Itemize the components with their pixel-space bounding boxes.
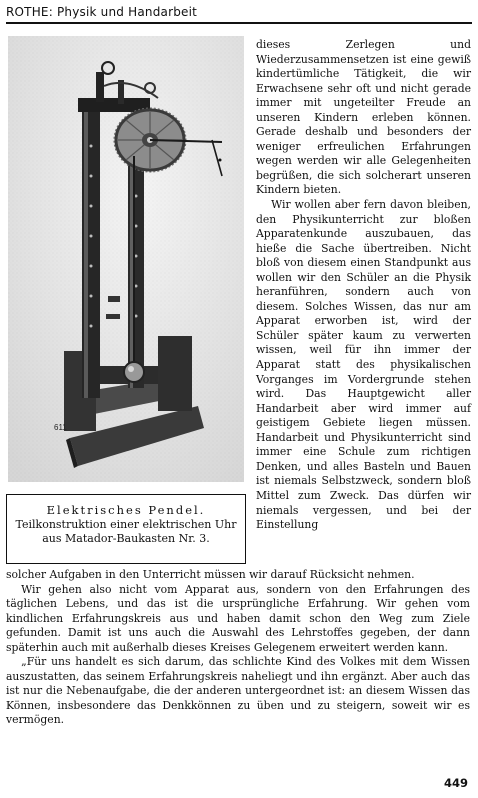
pendulum-photo — [8, 36, 244, 482]
paragraph-1: dieses Zerlegen und Wiederzusammensetzen ist eine gewiß kindertümliche Tätigkeit, die wir Erwachsene sehr oft und nicht gerade immer mit ungeteilter Freude an unseren Kindern erleben können. Gerade deshalb und besonders der weniger erfreulichen Erfahrungen wegen werden wir alle Gelegenheiten begrüßen, die sich solcherart unseren Kindern bieten. — [256, 38, 471, 197]
photo-part-number: 611 — [54, 423, 67, 432]
figure-caption — [6, 494, 246, 564]
caption-line-2: aus Matador-Baukasten Nr. 3. — [42, 532, 210, 545]
page-number: 449 — [443, 776, 468, 790]
figure — [6, 34, 246, 486]
running-head: ROTHE: Physik und Handarbeit — [6, 4, 472, 24]
paragraph-3: Wir gehen also nicht vom Apparat aus, sondern von den Erfahrungen des täglichen Lebens, und das ist die ursprüngliche Erfahrung. Wir gehen vom kindlichen Erfahrungskreis aus und haben damit schon den Weg zum Ziele gefunden. Damit ist uns auch die Auswahl des Lehrstoffes gegeben, der dann späterhin auch mit außerhalb dieses Kreises Gelegenem erweitert werden kann. — [6, 582, 470, 654]
paragraph-2-continued: solcher Aufgaben in den Unterricht müssen wir darauf Rücksicht nehmen. — [6, 568, 415, 581]
full-width-text — [6, 568, 470, 728]
right-column-text — [256, 38, 471, 533]
paragraph-2: Wir wollen aber fern davon bleiben, den Physikunterricht zur bloßen Apparatenkunde auszubauen, das hieße die Sache übertreiben. Nicht bloß von diesem einen Standpunkt aus wollen wir den Schüler an die Physik heranführen, sondern auch von diesem. Solches Wissen, das nur am Apparat erworben ist, wird der Schüler später kaum zu verwerten wissen, weil für ihn immer der Apparat statt des physikalischen Vorganges im Vordergrunde stehen wird. Das Hauptgewicht aller Handarbeit aber wird immer auf geistigem Gebiete liegen müssen. Handarbeit und Physikunterricht sind immer eine Schule zum richtigen Denken, und alles Basteln und Bauen ist niemals Selbstzweck, sondern bloß Mittel zum Zweck. Das dürfen wir niemals vergessen, und bei der Einstellung — [256, 198, 471, 532]
caption-line-1: Teilkonstruktion einer elektrischen Uhr — [15, 518, 237, 531]
paragraph-4: „Für uns handelt es sich darum, das schlichte Kind des Volkes mit dem Wissen auszustatten, das seinem Erfahrungskreis naheliegt und ihn ergänzt. Aber auch das ist nur die Nebenaufgabe, die der anderen untergeordnet ist: an diesem Wissen das Können, insbesondere das Denkkönnen zu üben und zu steigern, soweit wir es vermögen. — [6, 655, 470, 727]
pendulum-illustration — [8, 36, 244, 482]
caption-title: Elektrisches Pendel. — [46, 503, 206, 517]
